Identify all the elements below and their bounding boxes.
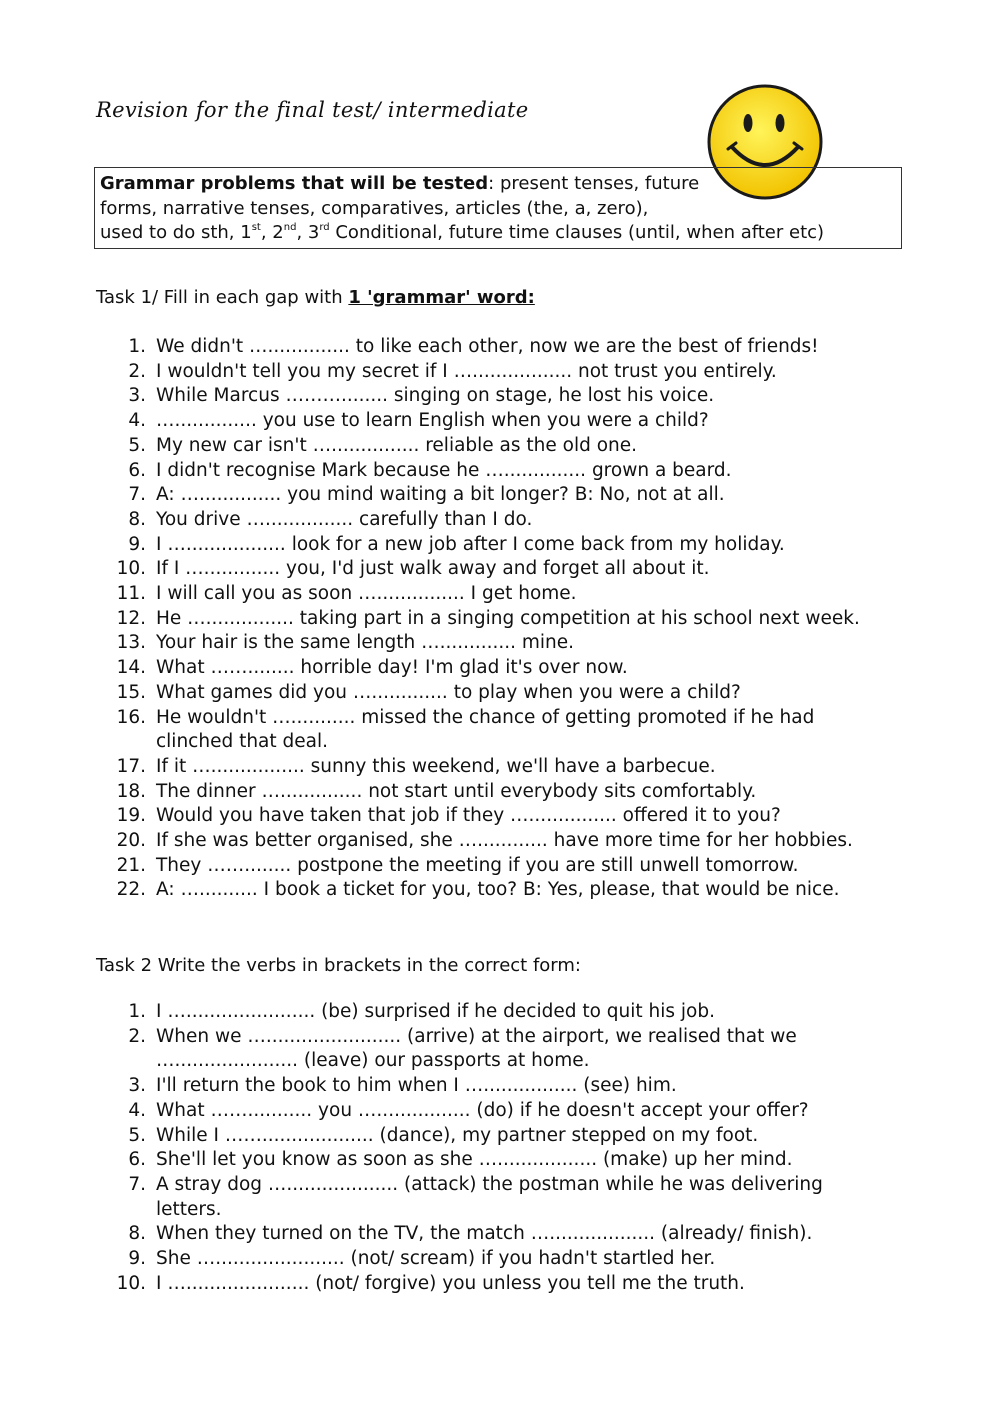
exercise-item bbox=[0, 656, 860, 681]
exercise-item bbox=[0, 335, 860, 360]
item-number: 19. bbox=[116, 805, 146, 827]
exercise-item bbox=[0, 631, 860, 656]
exercise-item bbox=[0, 878, 860, 903]
item-number: 13. bbox=[116, 632, 146, 654]
exercise-item bbox=[0, 706, 860, 755]
item-number: 1. bbox=[128, 1001, 146, 1022]
item-number: 14. bbox=[116, 657, 146, 679]
grammar-label: Grammar problems that will be tested bbox=[100, 173, 489, 194]
exercise-item bbox=[0, 854, 860, 879]
task1-heading-emphasis: 1 'grammar' word: bbox=[348, 287, 535, 308]
item-text: He wouldn't …........... missed the chance of getting promoted if he had bbox=[156, 706, 815, 728]
item-number: 17. bbox=[116, 755, 146, 777]
exercise-item bbox=[0, 508, 860, 533]
item-number: 8. bbox=[128, 1223, 146, 1245]
item-number: 2. bbox=[128, 360, 146, 382]
item-text: My new car isn't …............... reliable as the old one. bbox=[156, 434, 638, 456]
item-text: A: ….............. you mind waiting a bit longer? B: No, not at all. bbox=[156, 484, 725, 506]
item-text: ….............. you use to learn English when you were a child? bbox=[156, 410, 709, 432]
exercise-item bbox=[0, 681, 860, 706]
item-number: 7. bbox=[128, 484, 146, 506]
item-number: 16. bbox=[116, 706, 146, 728]
item-number: 2. bbox=[128, 1025, 146, 1047]
item-text: If she was better organised, she …............ have more time for her hobbies. bbox=[156, 830, 853, 852]
exercise-item bbox=[0, 1099, 823, 1124]
item-text: I …...................... (be) surprised if he decided to quit his job. bbox=[156, 1001, 716, 1022]
item-text: She'll let you know as soon as she …................. (make) up her mind. bbox=[156, 1149, 793, 1171]
grammar-line-3 bbox=[100, 222, 824, 243]
item-number: 3. bbox=[128, 385, 146, 407]
item-text: letters. bbox=[156, 1198, 222, 1220]
grammar-line-3d: Conditional, future time clauses (until, when after etc) bbox=[329, 222, 825, 243]
item-text: A stray dog …................... (attack) the postman while he was delivering bbox=[156, 1173, 823, 1195]
item-number: 8. bbox=[128, 508, 146, 530]
exercise-item bbox=[0, 483, 860, 508]
item-text: When we …....................... (arrive) at the airport, we realised that we bbox=[156, 1025, 797, 1047]
item-text: clinched that deal. bbox=[156, 731, 329, 753]
item-number: 9. bbox=[128, 1248, 146, 1270]
exercise-item bbox=[0, 582, 860, 607]
sup-st: st bbox=[251, 222, 261, 233]
item-text: I wouldn't tell you my secret if I …................. not trust you entirely. bbox=[156, 360, 777, 382]
item-text: We didn't ….............. to like each other, now we are the best of friends! bbox=[156, 336, 819, 357]
exercise-item bbox=[0, 409, 860, 434]
item-text: I will call you as soon …............... I get home. bbox=[156, 583, 577, 605]
item-number: 11. bbox=[116, 583, 146, 605]
item-text: What ……........... you …................ (do) if he doesn't accept your offer? bbox=[156, 1099, 809, 1121]
item-text: What games did you …............. to play when you were a child? bbox=[156, 681, 741, 703]
sup-nd: nd bbox=[283, 222, 297, 233]
task2-heading: Task 2 Write the verbs in brackets in the correct form: bbox=[96, 955, 581, 976]
item-text: Your hair is the same length …............. mine. bbox=[156, 632, 575, 654]
item-text: They ……........ postpone the meeting if you are still unwell tomorrow. bbox=[156, 854, 799, 876]
exercise-item bbox=[0, 434, 860, 459]
exercise-item bbox=[0, 804, 860, 829]
item-number: 1. bbox=[128, 336, 146, 357]
item-text: When they turned on the TV, the match ….................. (already/ finish). bbox=[156, 1223, 813, 1245]
grammar-line-2: forms, narrative tenses, comparatives, articles (the, a, zero), bbox=[100, 198, 649, 219]
grammar-line-1-text: : present tenses, future bbox=[488, 173, 700, 194]
exercise-item bbox=[0, 1247, 823, 1272]
item-text: A: ….......... I book a ticket for you, too? B: Yes, please, that would be nice. bbox=[156, 879, 840, 901]
item-text: Would you have taken that job if they …............... offered it to you? bbox=[156, 805, 781, 827]
item-number: 5. bbox=[128, 1124, 146, 1146]
item-text: If I …............. you, I'd just walk away and forget all about it. bbox=[156, 558, 710, 580]
item-text: He …............... taking part in a singing competition at his school next week. bbox=[156, 607, 860, 629]
item-text: While Marcus ………........ singing on stage, he lost his voice. bbox=[156, 385, 715, 407]
grammar-line-3b: , 2 bbox=[260, 222, 284, 243]
exercise-item bbox=[0, 1173, 823, 1222]
exercise-item bbox=[0, 384, 860, 409]
item-number: 20. bbox=[116, 830, 146, 852]
item-number: 12. bbox=[116, 607, 146, 629]
exercise-item bbox=[0, 1025, 823, 1074]
item-text: I …................. look for a new job after I come back from my holiday. bbox=[156, 533, 785, 555]
item-text: I'll return the book to him when I …................ (see) him. bbox=[156, 1075, 677, 1097]
exercise-item bbox=[0, 1000, 823, 1025]
task1-list bbox=[0, 335, 860, 903]
exercise-item bbox=[0, 1124, 823, 1149]
exercise-item bbox=[0, 1148, 823, 1173]
exercise-item bbox=[0, 780, 860, 805]
item-number: 22. bbox=[116, 879, 146, 901]
item-number: 15. bbox=[116, 681, 146, 703]
item-text: If it …................ sunny this weekend, we'll have a barbecue. bbox=[156, 755, 716, 777]
item-number: 9. bbox=[128, 533, 146, 555]
item-text: What ……........ horrible day! I'm glad it's over now. bbox=[156, 657, 628, 679]
item-number: 4. bbox=[128, 410, 146, 432]
item-number: 7. bbox=[128, 1173, 146, 1195]
item-number: 10. bbox=[116, 558, 146, 580]
page-title: Revision for the final test/ intermediate bbox=[96, 98, 529, 122]
item-number: 21. bbox=[116, 854, 146, 876]
task1-heading-text: Task 1/ Fill in each gap with bbox=[96, 287, 349, 308]
grammar-line-1 bbox=[100, 173, 699, 194]
sup-rd: rd bbox=[319, 222, 330, 233]
item-text: You drive …............... carefully than I do. bbox=[156, 508, 533, 530]
exercise-item bbox=[0, 1222, 823, 1247]
item-text: …..................... (leave) our passports at home. bbox=[156, 1050, 590, 1072]
item-number: 4. bbox=[128, 1099, 146, 1121]
exercise-item bbox=[0, 607, 860, 632]
item-number: 10. bbox=[116, 1272, 146, 1294]
exercise-item bbox=[0, 829, 860, 854]
item-text: She …...................... (not/ scream) if you hadn't startled her. bbox=[156, 1248, 716, 1270]
exercise-item bbox=[0, 755, 860, 780]
task1-heading bbox=[96, 287, 535, 308]
exercise-item bbox=[0, 360, 860, 385]
task2-list bbox=[0, 1000, 823, 1296]
item-number: 6. bbox=[128, 459, 146, 481]
item-text: I didn't recognise Mark because he ….............. grown a beard. bbox=[156, 459, 732, 481]
item-text: The dinner ….............. not start until everybody sits comfortably. bbox=[156, 780, 757, 802]
item-number: 3. bbox=[128, 1075, 146, 1097]
exercise-item bbox=[0, 557, 860, 582]
exercise-item bbox=[0, 459, 860, 484]
exercise-item bbox=[0, 1272, 823, 1297]
item-text: While I ……................... (dance), my partner stepped on my foot. bbox=[156, 1124, 759, 1146]
exercise-item bbox=[0, 1074, 823, 1099]
grammar-line-3c: , 3 bbox=[296, 222, 320, 243]
item-number: 18. bbox=[116, 780, 146, 802]
grammar-line-3a: used to do sth, 1 bbox=[100, 222, 252, 243]
grammar-topics-box bbox=[94, 167, 902, 249]
item-text: I …..................... (not/ forgive) you unless you tell me the truth. bbox=[156, 1272, 745, 1294]
item-number: 6. bbox=[128, 1149, 146, 1171]
item-number: 5. bbox=[128, 434, 146, 456]
exercise-item bbox=[0, 533, 860, 558]
